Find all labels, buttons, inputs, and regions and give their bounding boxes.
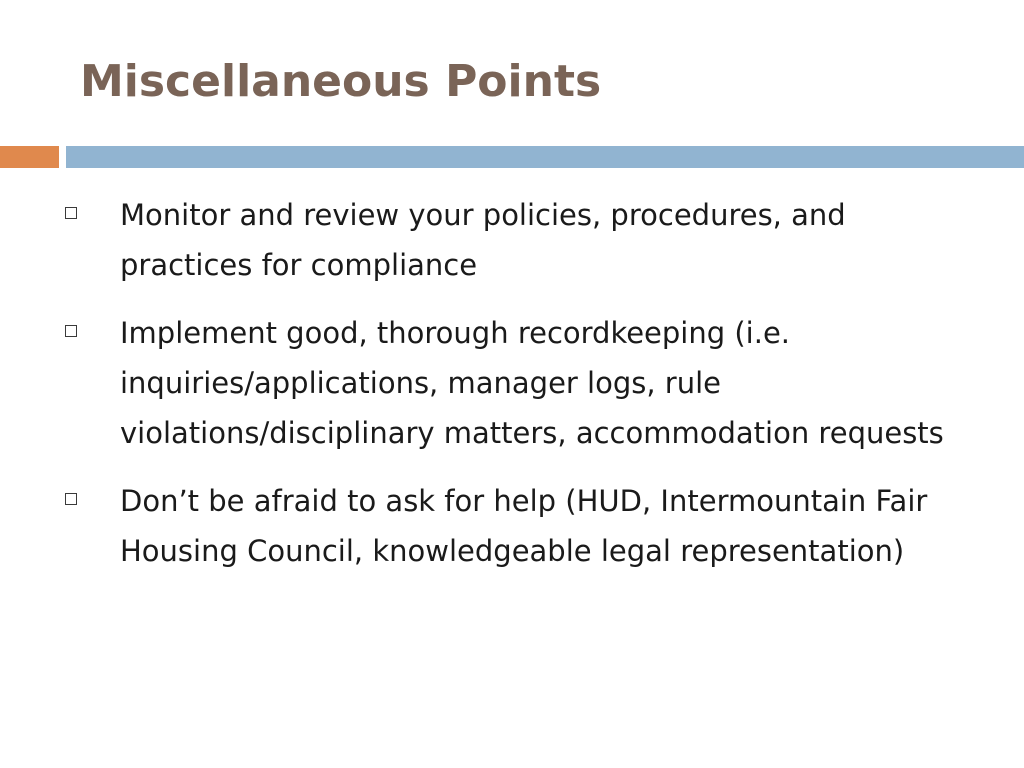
title-divider-accent-blue <box>66 146 1024 168</box>
slide-title: Miscellaneous Points <box>80 56 602 107</box>
bullet-text: Don’t be afraid to ask for help (HUD, Intermountain Fair Housing Council, knowledgeable legal representation) <box>120 484 928 568</box>
title-divider-accent-orange <box>0 146 59 168</box>
bullet-text: Implement good, thorough recordkeeping (i.e. inquiries/applications, manager logs, rule violations/disciplinary matters, accommodation requests <box>120 316 944 450</box>
bullet-item <box>0 190 1024 290</box>
bullet-list <box>0 190 1024 594</box>
hollow-square-bullet-icon <box>65 325 77 337</box>
hollow-square-bullet-icon <box>65 493 77 505</box>
bullet-item <box>0 476 1024 576</box>
bullet-item <box>0 308 1024 458</box>
bullet-text: Monitor and review your policies, procedures, and practices for compliance <box>120 198 846 282</box>
hollow-square-bullet-icon <box>65 207 77 219</box>
